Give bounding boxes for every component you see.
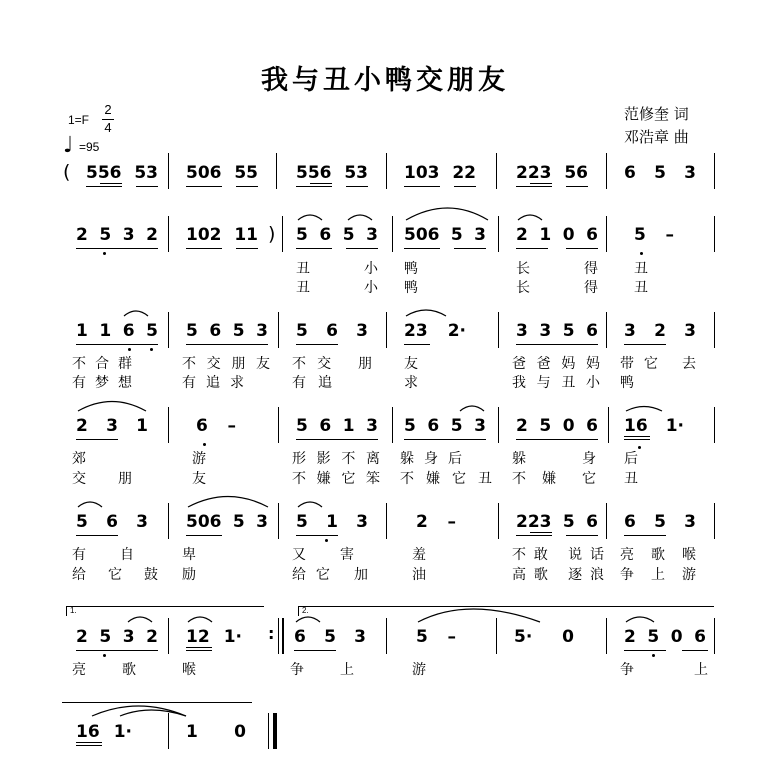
- lyric: 不嫌它丑: [400, 471, 492, 487]
- lyric: 丑: [634, 280, 648, 296]
- lyric: 丑 小: [296, 280, 378, 296]
- measure: 5 1 3: [296, 512, 368, 532]
- measure: 556 53: [86, 163, 158, 183]
- lyric: 亮 歌: [72, 662, 136, 678]
- lyricist-credit: 范修奎 词: [624, 105, 689, 123]
- lyric: 鸭: [404, 280, 418, 296]
- measure: 1 1 6 5: [76, 321, 158, 341]
- lyric: 鸭: [620, 375, 634, 391]
- measure: 506 5 3: [404, 225, 486, 245]
- repeat-open-paren: (: [63, 161, 71, 183]
- quarter-note-icon: ♩: [63, 133, 74, 158]
- measure: 5 6 3: [76, 512, 148, 532]
- lyric: 它 丑: [582, 471, 638, 487]
- lyric: 躲身后: [400, 451, 462, 467]
- lyric: 不敢 说话: [512, 547, 604, 563]
- measure: 5 6 5 3: [296, 225, 378, 245]
- measure: 2 5 0 6: [624, 627, 706, 647]
- time-signature-top: 2: [104, 102, 112, 117]
- lyric: 油: [412, 567, 426, 583]
- lyric: 游: [192, 451, 206, 467]
- measure: 2 3 1: [76, 416, 148, 436]
- lyric: 丑: [634, 261, 648, 277]
- repeat-dots-icon: :: [268, 624, 275, 643]
- lyric: 不嫌: [512, 471, 556, 487]
- measure: 5· 0: [514, 627, 574, 647]
- slur: [188, 617, 212, 622]
- lyric: 友: [192, 471, 206, 487]
- slur: [406, 208, 488, 220]
- volta-2-label: 2.: [302, 606, 309, 615]
- tempo-value: =95: [79, 140, 100, 154]
- lyric: 游: [412, 662, 426, 678]
- measure: 506 55: [186, 163, 258, 183]
- slur: [296, 617, 320, 622]
- slur: [348, 215, 372, 220]
- measure: 2 –: [416, 512, 456, 532]
- lyric: 不合群: [72, 356, 132, 372]
- measure: 102 11: [186, 225, 258, 245]
- measure: 3 3 5 6: [516, 321, 598, 341]
- measure: 6 5 3: [624, 512, 696, 532]
- measure: 5 –: [634, 225, 674, 245]
- lyric: 鸭: [404, 261, 418, 277]
- lyric: 有 自: [72, 547, 134, 563]
- lyric: 卑: [182, 547, 196, 563]
- lyric: 争 上 游: [620, 567, 696, 583]
- slur: [120, 710, 186, 716]
- lyric: 爸爸妈妈: [512, 356, 600, 372]
- lyric: 我与丑小: [512, 375, 600, 391]
- lyric: 有梦想: [72, 375, 132, 391]
- measure: 6 5 3: [624, 163, 696, 183]
- measure: 16 1·: [76, 722, 132, 742]
- measure: 1 0: [186, 722, 246, 742]
- lyric: 求: [404, 375, 418, 391]
- lyric: 亮 歌 喉: [620, 547, 696, 563]
- measure: 2 5 0 6: [516, 416, 598, 436]
- lyric: 长 得: [516, 261, 598, 277]
- measure: 12 1·: [186, 627, 242, 647]
- measure: 2 5 3 2: [76, 225, 158, 245]
- slur: [188, 497, 268, 508]
- song-title: 我与丑小鸭交朋友: [261, 65, 509, 96]
- measure: 16 1·: [624, 416, 684, 436]
- slur: [460, 406, 484, 411]
- time-signature-bottom: 4: [104, 120, 112, 135]
- slur: [406, 310, 446, 316]
- measure: 223 5 6: [516, 512, 598, 532]
- slur: [626, 407, 662, 412]
- lyric: 争 上: [290, 662, 354, 678]
- lyric: 不嫌它笨: [292, 471, 380, 487]
- lyric: 又 害: [292, 547, 354, 563]
- lyric: 躲: [512, 451, 526, 467]
- lyric: 有追: [292, 375, 332, 391]
- measure: 6 5 3: [294, 627, 366, 647]
- measure: 5 6 5 3: [404, 416, 486, 436]
- measure: 506 5 3: [186, 512, 268, 532]
- measure: 556 53: [296, 163, 368, 183]
- measure: 5 –: [416, 627, 456, 647]
- lyric: 争 上: [620, 662, 708, 678]
- measure: 3 2 3: [624, 321, 696, 341]
- measure: 5 6 1 3: [296, 416, 378, 436]
- slur: [626, 617, 654, 622]
- lyric: 励: [182, 567, 196, 583]
- lyric: 带它 去: [620, 356, 696, 372]
- lyric: 郊: [72, 451, 86, 467]
- lyric: 给它鼓: [72, 567, 158, 583]
- slur: [518, 215, 542, 220]
- repeat-close-paren: ): [268, 223, 276, 245]
- composer-credit: 邓浩章 曲: [624, 128, 689, 146]
- measure: 5 6 3: [296, 321, 368, 341]
- slur: [298, 502, 322, 507]
- lyric: 有追求: [182, 375, 244, 391]
- volta-1-label: 1.: [70, 606, 77, 615]
- lyric: 不交 朋: [292, 356, 372, 372]
- measure: 2 5 3 2: [76, 627, 158, 647]
- lyric: 羞: [412, 547, 426, 563]
- measure: 23 2·: [404, 321, 466, 341]
- measure: 6 –: [196, 416, 236, 436]
- slur: [128, 617, 152, 622]
- slur: [418, 609, 540, 622]
- lyric: 交 朋: [72, 471, 132, 487]
- lyric: 高歌 逐浪: [512, 567, 604, 583]
- lyric: 身 后: [582, 451, 638, 467]
- lyric: 友: [404, 356, 418, 372]
- measure: 103 22: [404, 163, 476, 183]
- lyric: 长 得: [516, 280, 598, 296]
- slur: [124, 311, 148, 316]
- lyric: 不交朋友: [182, 356, 270, 372]
- measure: 2 1 0 6: [516, 225, 598, 245]
- lyric: 丑 小: [296, 261, 378, 277]
- lyric: 喉: [182, 662, 196, 678]
- slur: [298, 215, 322, 220]
- slur: [78, 402, 146, 412]
- lyric: 形影不离: [292, 451, 380, 467]
- slur: [78, 502, 102, 507]
- key-signature: 1=F: [68, 113, 90, 127]
- measure: 223 56: [516, 163, 588, 183]
- measure: 5 6 5 3: [186, 321, 268, 341]
- lyric: 给它 加: [292, 567, 368, 583]
